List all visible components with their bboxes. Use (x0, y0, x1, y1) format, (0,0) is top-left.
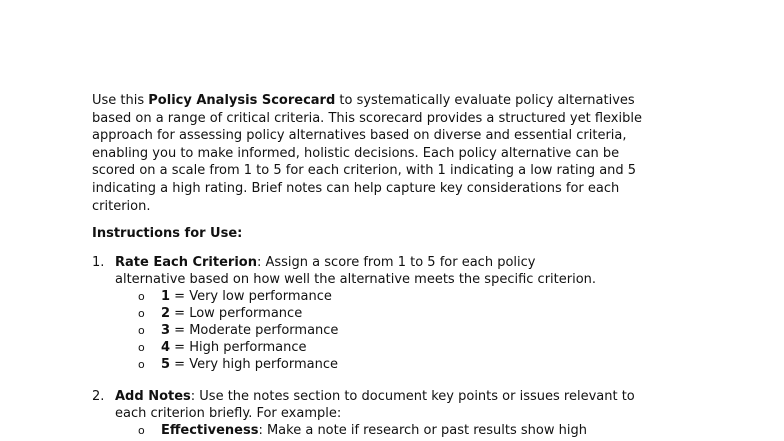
intro-line-7: criterion. (92, 198, 151, 214)
list-number: 1. (92, 255, 105, 270)
bullet-icon: o (138, 341, 145, 354)
list-number: 2. (92, 389, 105, 404)
rating-label: = High performance (170, 340, 307, 355)
rating-key: 2 (161, 306, 171, 321)
list-item-line-2: alternative based on how well the alternative meets the specific criterion. (115, 272, 597, 287)
intro-prefix: Use this (92, 93, 149, 108)
intro-line-4: enabling you to make informed, holistic decisions. Each policy alternative can be (92, 145, 620, 161)
example-label: : Make a note if research or past results show high (258, 423, 587, 438)
rating-label: = Low performance (170, 306, 303, 321)
intro-line-5: scored on a scale from 1 to 5 for each criterion, with 1 indicating a low rating and 5 (92, 163, 637, 179)
scorecard-title: Policy Analysis Scorecard (148, 93, 336, 108)
example-key: Effectiveness (161, 423, 259, 438)
rating-key: 3 (161, 323, 171, 338)
list-item-line-1-rest: : Use the notes section to document key points or issues relevant to (190, 389, 635, 404)
intro-line-2: based on a range of critical criteria. This scorecard provides a structured yet flexible (92, 110, 642, 126)
bullet-icon: o (138, 358, 145, 371)
intro-paragraph (92, 92, 702, 215)
rating-key: 4 (161, 340, 171, 355)
bullet-icon: o (138, 290, 145, 303)
rating-key: 1 (161, 289, 171, 304)
rating-label: = Very low performance (170, 289, 332, 304)
list-item-lead: Add Notes (115, 389, 191, 404)
list-item-line-2: each criterion briefly. For example: (115, 406, 342, 421)
rating-key: 5 (161, 357, 171, 372)
instructions-heading: Instructions for Use: (92, 226, 243, 241)
list-item-line-1 (115, 388, 705, 405)
list-item-line-1 (115, 254, 705, 271)
intro-line-3: approach for assessing policy alternatives based on diverse and essential criteria, (92, 128, 627, 144)
bullet-icon: o (138, 424, 145, 437)
list-item-body (115, 388, 705, 422)
bullet-icon: o (138, 324, 145, 337)
intro-line-1 (92, 92, 702, 110)
rating-label: = Very high performance (170, 357, 338, 372)
list-item-body (115, 254, 705, 288)
bullet-icon: o (138, 307, 145, 320)
list-item-lead: Rate Each Criterion (115, 255, 257, 270)
list-item-line-1-rest: : Assign a score from 1 to 5 for each policy (256, 255, 536, 270)
rating-label: = Moderate performance (170, 323, 339, 338)
intro-line-1-rest: to systematically evaluate policy alternatives (335, 93, 635, 108)
intro-line-6: indicating a high rating. Brief notes can help capture key considerations for each (92, 180, 620, 196)
